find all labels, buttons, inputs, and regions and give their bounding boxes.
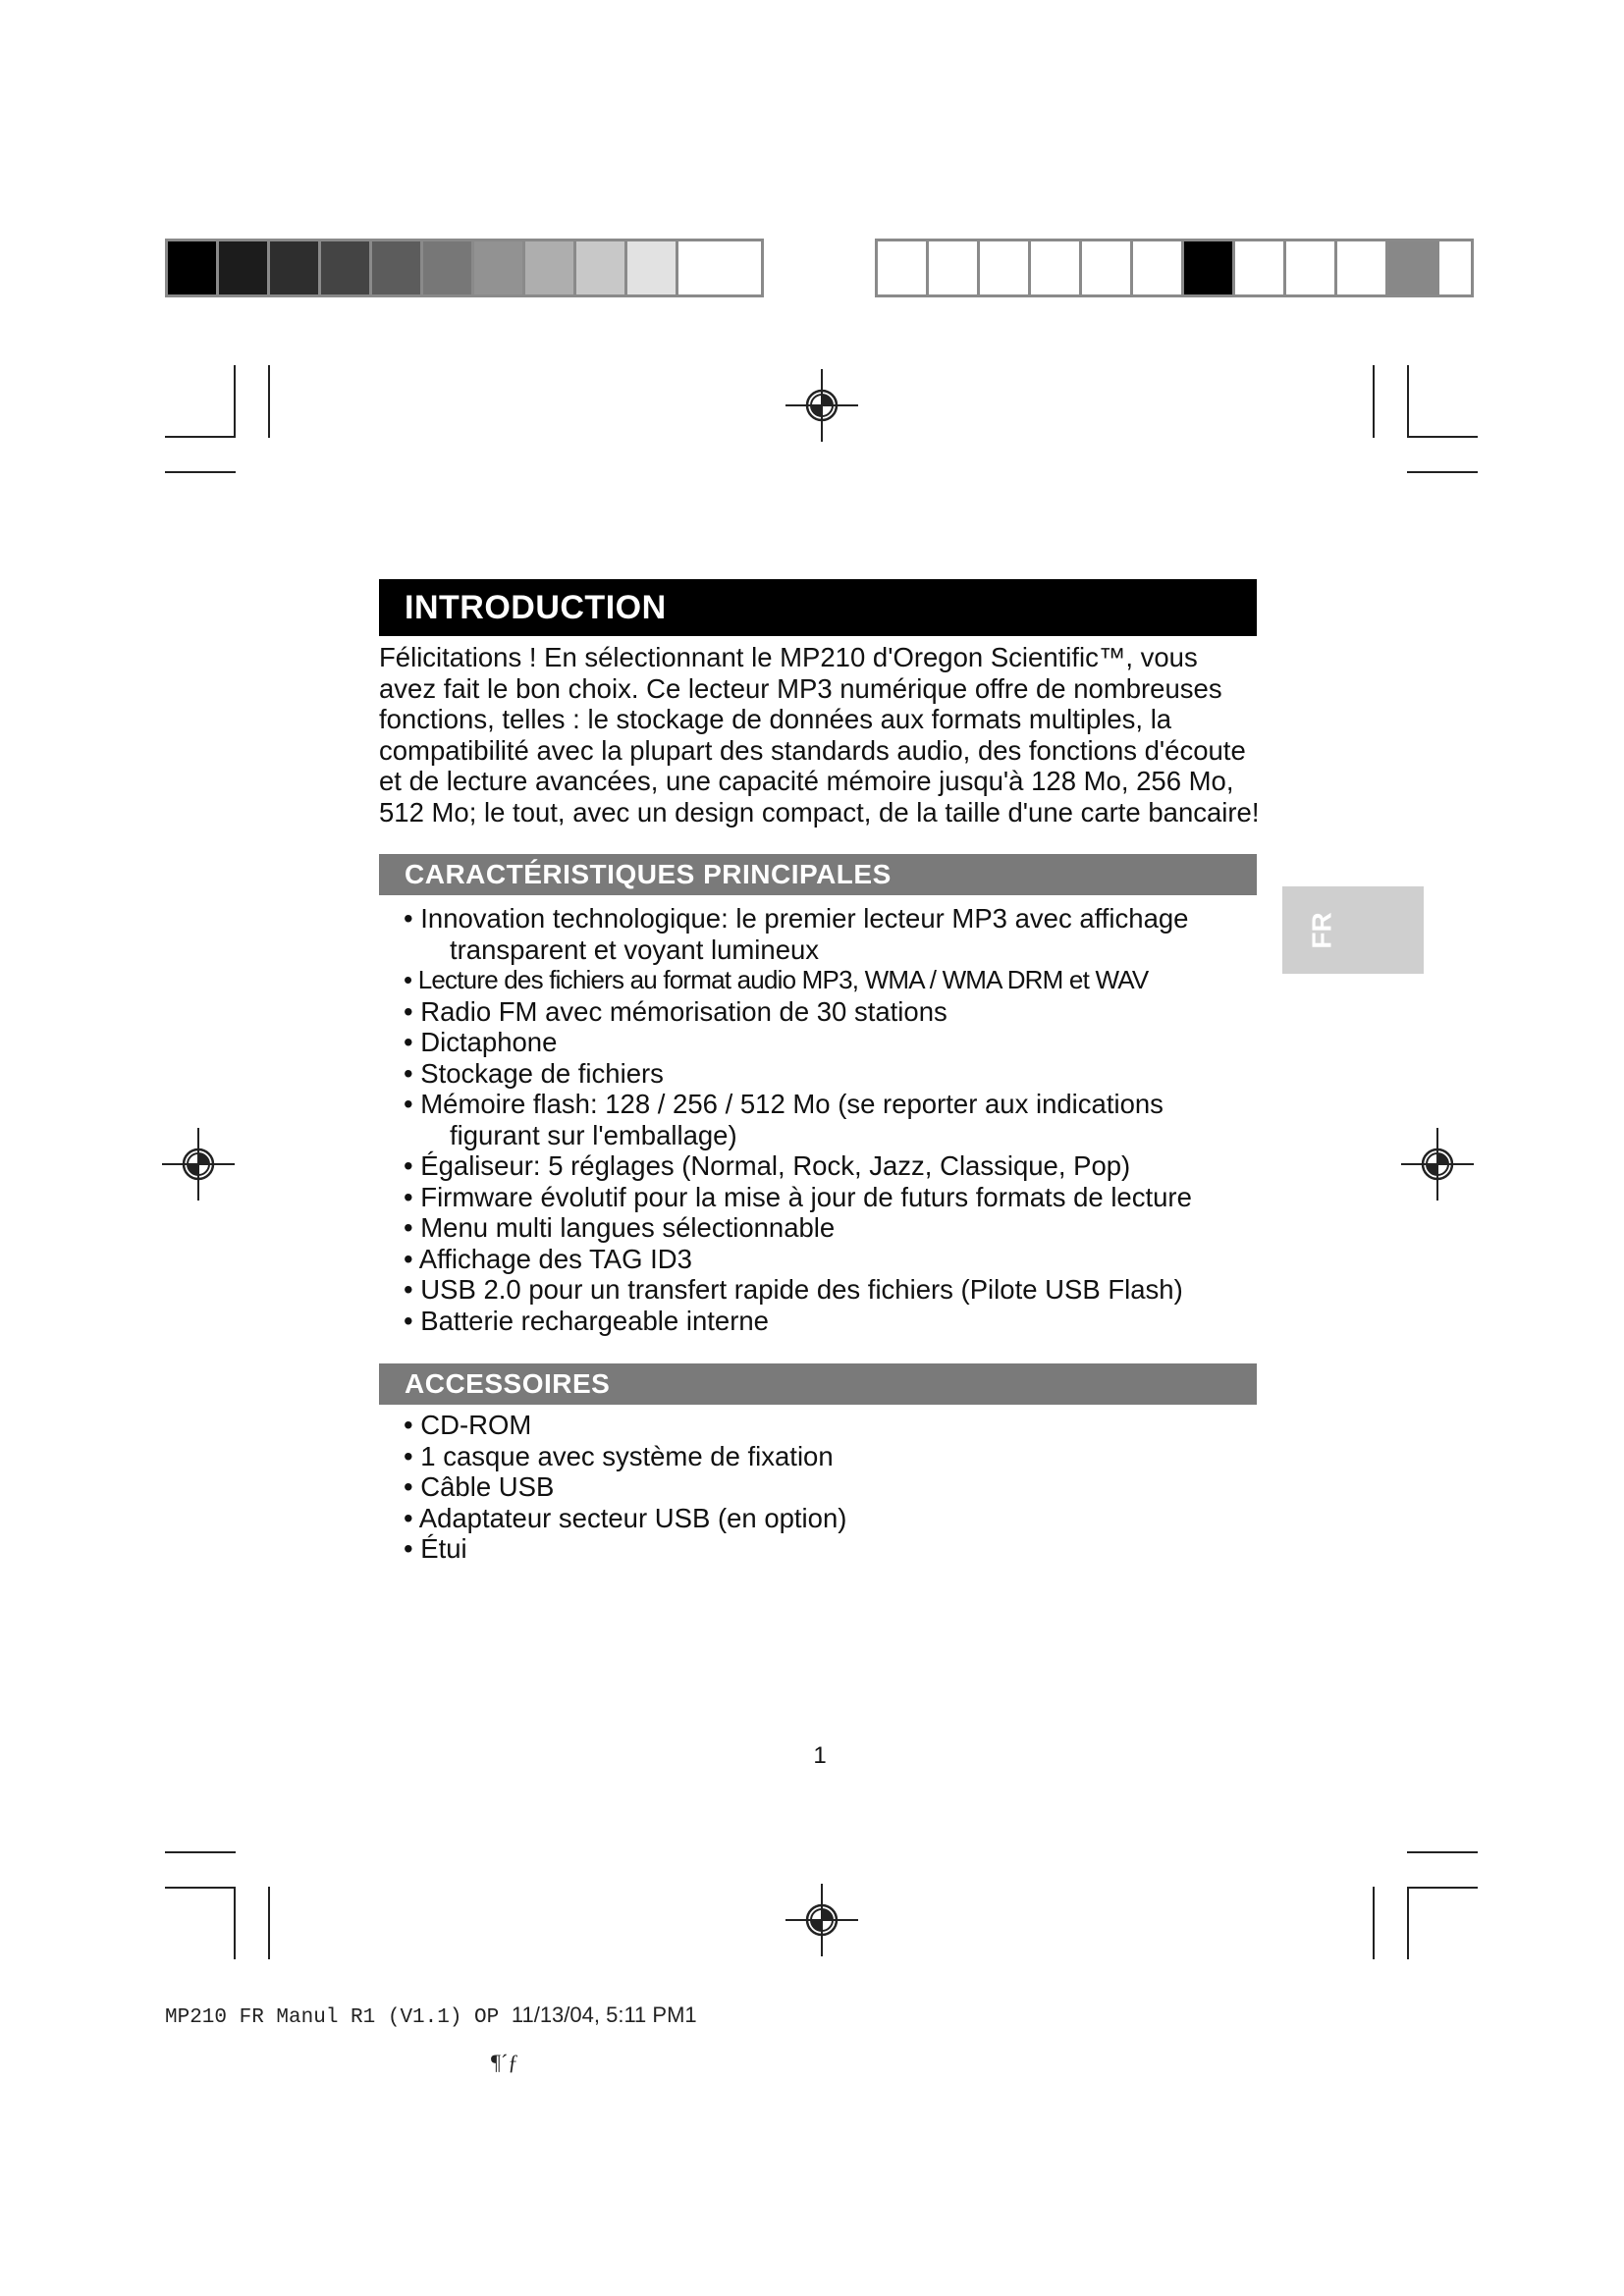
- list-item: • USB 2.0 pour un transfert rapide des fichiers (Pilote USB Flash): [404, 1274, 1183, 1305]
- accessories-list: [404, 1410, 1268, 1565]
- list-item: • CD-ROM: [404, 1410, 532, 1440]
- list-item: • Lecture des fichiers au format audio MP3, WMA / WMA DRM et WAV: [404, 965, 1149, 994]
- color-swatch: [474, 241, 525, 294]
- color-swatch: [1235, 241, 1286, 294]
- intro-line: avez fait le bon choix. Ce lecteur MP3 numérique offre de nombreuses: [379, 672, 1222, 704]
- list-item: • Dictaphone: [404, 1027, 558, 1057]
- intro-line: fonctions, telles : le stockage de données aux formats multiples, la: [379, 704, 1172, 735]
- color-swatch: [678, 241, 730, 294]
- footer-glyph: ¶´ƒ: [491, 2050, 519, 2074]
- color-swatch: [1133, 241, 1184, 294]
- intro-line: 512 Mo; le tout, avec un design compact, de la taille d'une carte bancaire!: [379, 796, 1260, 828]
- color-swatch: [219, 241, 270, 294]
- list-item: • Étui: [404, 1533, 467, 1564]
- registration-mark-icon: [160, 1126, 237, 1202]
- color-swatch: [525, 241, 576, 294]
- list-item: • Câble USB: [404, 1471, 555, 1502]
- footer-date: 11/13/04, 5:11 PM1: [511, 2002, 697, 2027]
- registration-mark-icon: [784, 1882, 860, 1958]
- list-item: • Radio FM avec mémorisation de 30 stations: [404, 995, 947, 1027]
- list-item: • Firmware évolutif pour la mise à jour de futurs formats de lecture: [404, 1181, 1192, 1212]
- list-item: • Affichage des TAG ID3: [404, 1243, 692, 1274]
- color-swatch: [270, 241, 321, 294]
- color-swatch: [1031, 241, 1082, 294]
- color-swatch: [980, 241, 1031, 294]
- intro-line: et de lecture avancées, une capacité mémoire jusqu'à 128 Mo, 256 Mo,: [379, 766, 1234, 797]
- list-item: • Mémoire flash: 128 / 256 / 512 Mo (se reporter aux indications figurant sur l'emballage): [404, 1089, 1164, 1150]
- color-swatch: [1184, 241, 1235, 294]
- intro-paragraph: [379, 642, 1282, 828]
- color-swatch: [423, 241, 474, 294]
- color-swatch: [929, 241, 980, 294]
- list-item: • Égaliseur: 5 réglages (Normal, Rock, Jazz, Classique, Pop): [404, 1150, 1131, 1181]
- color-swatch: [878, 241, 929, 294]
- intro-line: Félicitations ! En sélectionnant le MP210 d'Oregon Scientific™, vous: [379, 642, 1198, 672]
- language-tab-label: FR: [1306, 911, 1337, 949]
- list-item: • 1 casque avec système de fixation: [404, 1440, 834, 1471]
- color-swatch: [1286, 241, 1337, 294]
- color-swatch: [1388, 241, 1439, 294]
- section-title-accessories: ACCESSOIRES: [379, 1363, 1257, 1405]
- list-item: • Menu multi langues sélectionnable: [404, 1212, 836, 1243]
- color-swatch: [1082, 241, 1133, 294]
- footer-filename: MP210 FR Manul R1 (V1.1) OP: [165, 2006, 500, 2029]
- registration-mark-icon: [1399, 1126, 1476, 1202]
- grayscale-bar-left: [165, 239, 764, 297]
- language-tab: [1282, 886, 1424, 974]
- list-item: • Adaptateur secteur USB (en option): [404, 1502, 847, 1533]
- list-item: • Stockage de fichiers: [404, 1057, 664, 1089]
- footer-slug: [165, 2002, 697, 2029]
- color-swatch: [576, 241, 627, 294]
- color-swatch: [627, 241, 678, 294]
- color-swatch: [168, 241, 219, 294]
- color-swatch: [372, 241, 423, 294]
- intro-line: compatibilité avec la plupart des standards audio, des fonctions d'écoute: [379, 734, 1246, 766]
- section-title-features: CARACTÉRISTIQUES PRINCIPALES: [379, 854, 1257, 895]
- features-list: [404, 903, 1268, 1336]
- section-title-introduction: INTRODUCTION: [379, 579, 1257, 636]
- color-swatch: [321, 241, 372, 294]
- color-bar-right: [875, 239, 1474, 297]
- list-item: • Innovation technologique: le premier lecteur MP3 avec affichage transparent et voyant lumineux: [404, 903, 1189, 965]
- list-item: • Batterie rechargeable interne: [404, 1305, 769, 1336]
- registration-mark-icon: [784, 367, 860, 444]
- color-swatch: [1337, 241, 1388, 294]
- page-number: 1: [813, 1742, 827, 1769]
